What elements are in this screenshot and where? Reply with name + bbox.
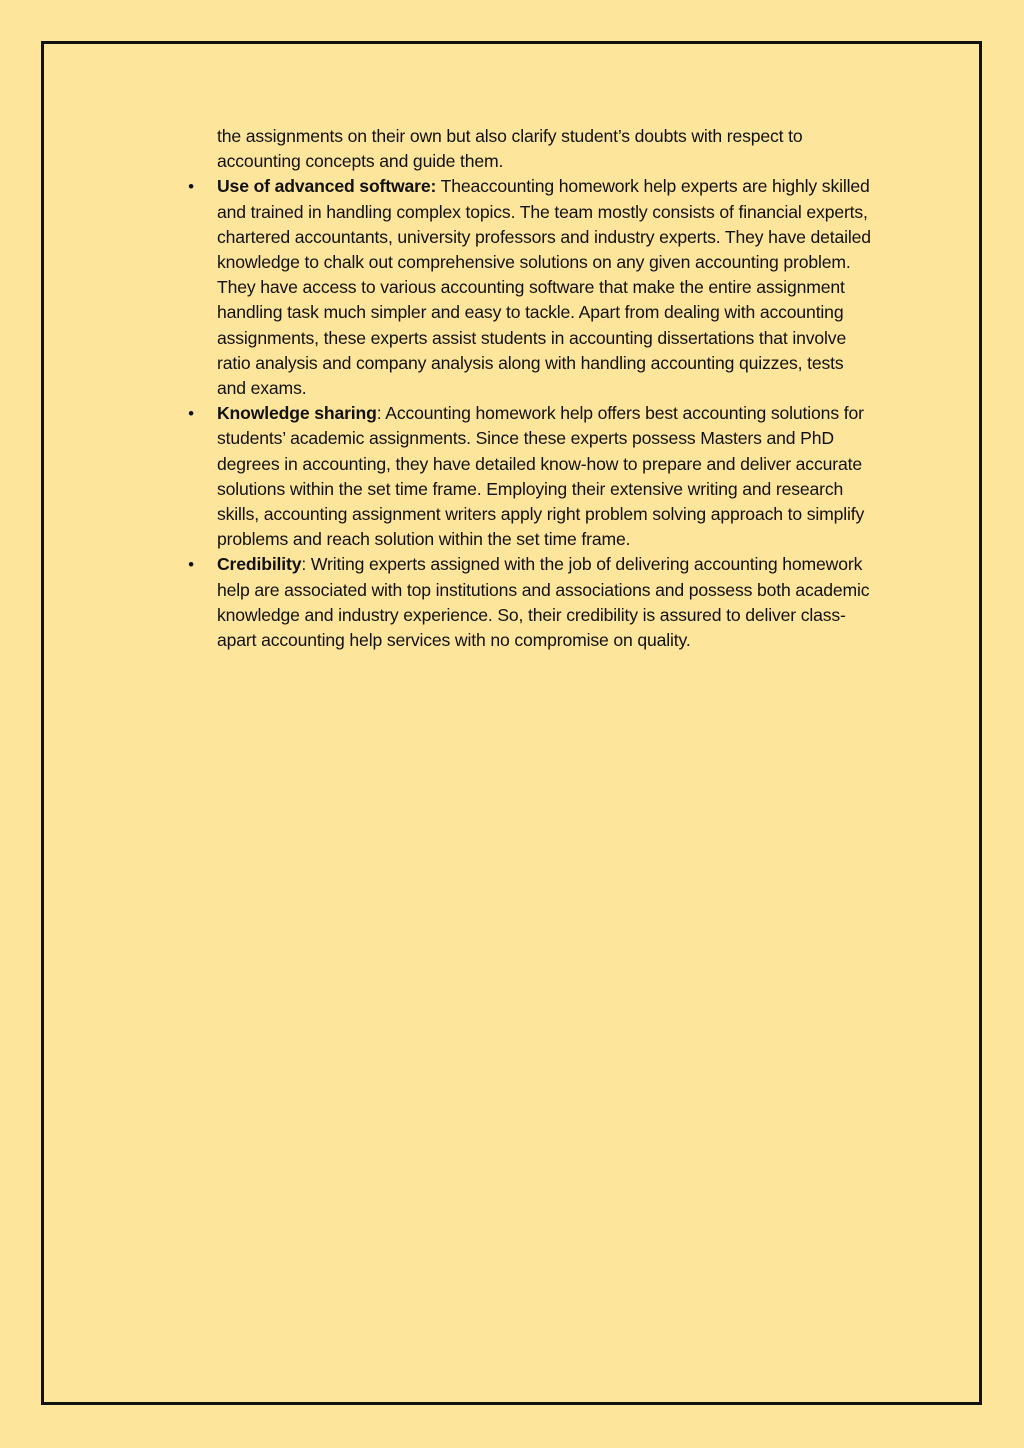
bullet-text: : Writing experts assigned with the job of delivering accounting homework help are associated with top institutions and associations and possess both academic knowledge and industry experience. So, their credibility is assured to deliver class-apart accounting help services with no compromise on quality. xyxy=(217,554,870,651)
list-item xyxy=(188,401,877,552)
bullet-icon: • xyxy=(188,177,194,197)
bullet-text: Theaccounting homework help experts are highly skilled and trained in handling complex topics. The team mostly consists of financial experts, chartered accountants, university professors and industry experts. They have detailed knowledge to chalk out comprehensive solutions on any given accounting problem. They have access to various accounting software that make the entire assignment handling task much simpler and easy to tackle. Apart from dealing with accounting assignments, these experts assist students in accounting dissertations that involve ratio analysis and company analysis along with handling accounting quizzes, tests and exams. xyxy=(217,176,871,399)
list-item xyxy=(188,552,877,653)
bullet-text: : Accounting homework help offers best accounting solutions for students’ academic assignments. Since these experts possess Masters and PhD degrees in accounting, they have detailed know-how to prepare and deliver accurate solutions within the set time frame. Employing their extensive writing and research skills, accounting assignment writers apply right problem solving approach to simplify problems and reach solution within the set time frame. xyxy=(217,403,865,550)
bullet-title: Use of advanced software: xyxy=(217,176,437,197)
bullet-icon: • xyxy=(188,404,194,424)
bullet-list xyxy=(188,174,877,653)
intro-paragraph: the assignments on their own but also clarify student’s doubts with respect to accounting concepts and guide them. xyxy=(217,126,803,172)
bullet-title: Credibility xyxy=(217,554,302,575)
bullet-title: Knowledge sharing xyxy=(217,403,377,424)
list-item xyxy=(188,174,877,401)
document-body xyxy=(188,124,877,653)
bullet-icon: • xyxy=(188,555,194,575)
